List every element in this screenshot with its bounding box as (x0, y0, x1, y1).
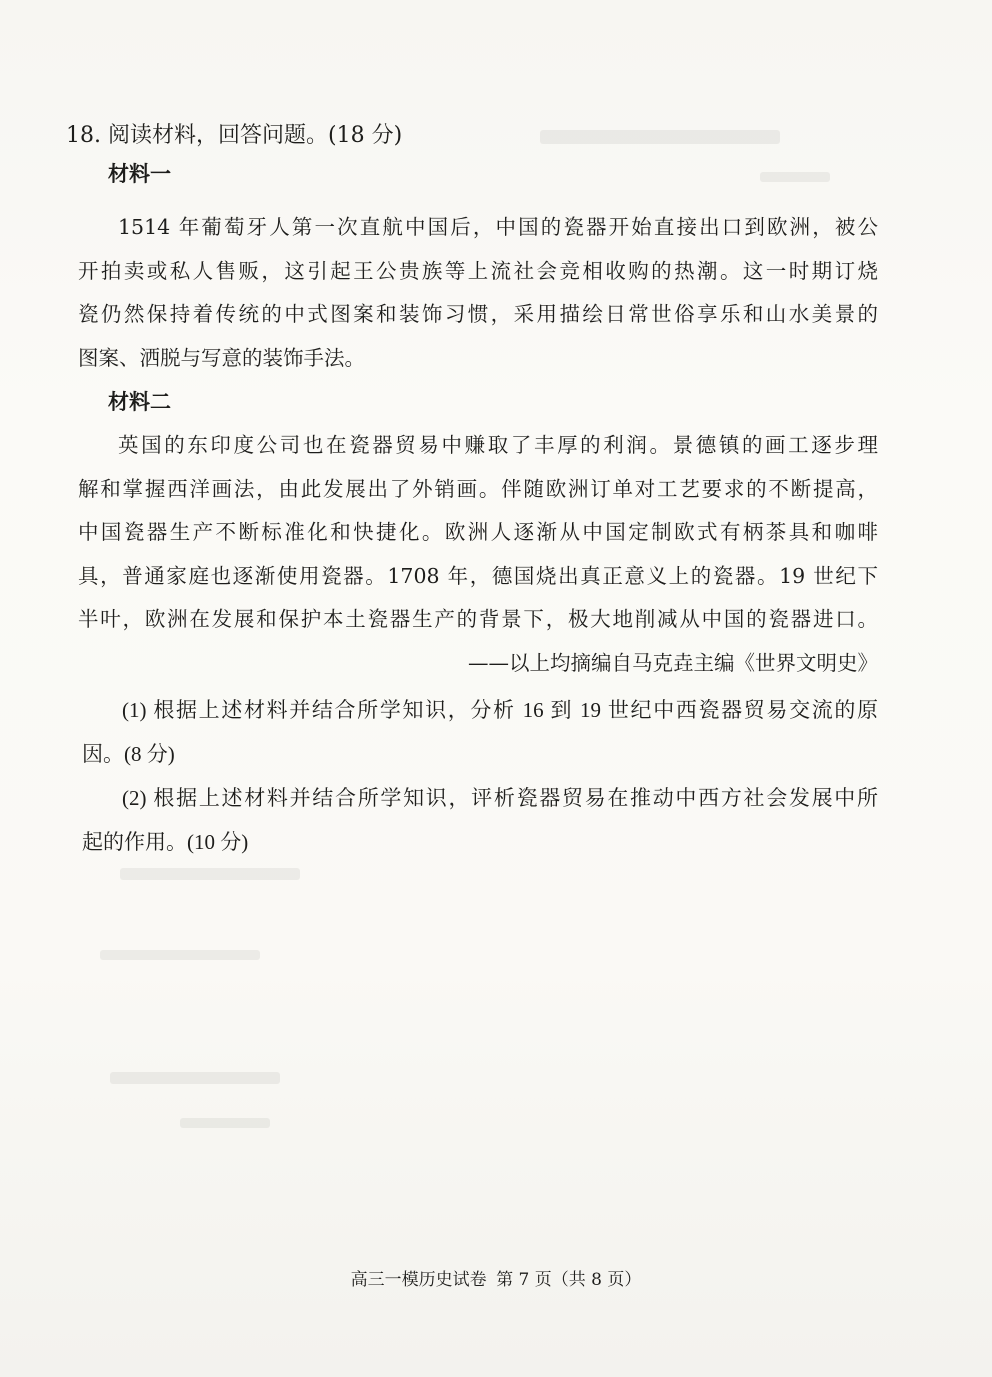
material-2-line: 中国瓷器生产不断标准化和快捷化。欧洲人逐渐从中国定制欧式有柄茶具和咖啡 (78, 520, 878, 544)
sub-question-2-line: (2) 根据上述材料并结合所学知识，评析瓷器贸易在推动中西方社会发展中所 (122, 786, 878, 810)
bleed-through-mark (100, 950, 260, 960)
material-2-line: 具，普通家庭也逐渐使用瓷器。1708 年，德国烧出真正意义上的瓷器。19 世纪下 (78, 563, 878, 588)
bleed-through-mark (110, 1072, 280, 1084)
material-2-title: 材料二 (108, 389, 171, 414)
question-header (66, 118, 402, 154)
page-footer (0, 1268, 992, 1292)
footer-exam-title: 高三一模历史试卷 (350, 1270, 487, 1290)
material-1-line: 瓷仍然保持着传统的中式图案和装饰习惯，采用描绘日常世俗享乐和山水美景的 (78, 302, 878, 326)
material-2-line: 解和掌握西洋画法，由此发展出了外销画。伴随欧洲订单对工艺要求的不断提高， (78, 476, 878, 501)
sub-question-1-line: 因。(8 分) (82, 742, 175, 766)
material-1-line: 开拍卖或私人售贩，这引起王公贵族等上流社会竞相收购的热潮。这一时期订烧 (78, 258, 878, 283)
bleed-through-mark (540, 130, 780, 144)
sub-question-1 (82, 688, 878, 776)
material-1-line: 图案、洒脱与写意的装饰手法。 (78, 345, 365, 370)
material-1-title: 材料一 (108, 161, 171, 186)
material-1-line: 1514 年葡萄牙人第一次直航中国后，中国的瓷器开始直接出口到欧洲，被公 (118, 215, 878, 239)
material-2-line: 英国的东印度公司也在瓷器贸易中赚取了丰厚的利润。景德镇的画工逐步理 (118, 433, 878, 457)
material-2-line: 半叶，欧洲在发展和保护本土瓷器生产的背景下，极大地削减从中国的瓷器进口。 (78, 607, 878, 631)
material-2-text (78, 424, 878, 642)
material-source: ——以上均摘编自马克垚主编《世界文明史》 (468, 651, 878, 675)
bleed-through-mark (180, 1118, 270, 1128)
footer-page-number: 第 7 页（共 8 页） (496, 1270, 642, 1290)
sub-question-2 (82, 776, 878, 864)
sub-question-2-line: 起的作用。(10 分) (82, 830, 249, 854)
material-1-text (78, 206, 878, 380)
question-number: 18. (66, 123, 101, 148)
sub-question-1-line: (1) 根据上述材料并结合所学知识，分析 16 到 19 世纪中西瓷器贸易交流的原 (122, 698, 878, 722)
bleed-through-mark (120, 868, 300, 880)
bleed-through-mark (760, 172, 830, 182)
question-prompt: 阅读材料，回答问题。(18 分) (108, 123, 403, 148)
